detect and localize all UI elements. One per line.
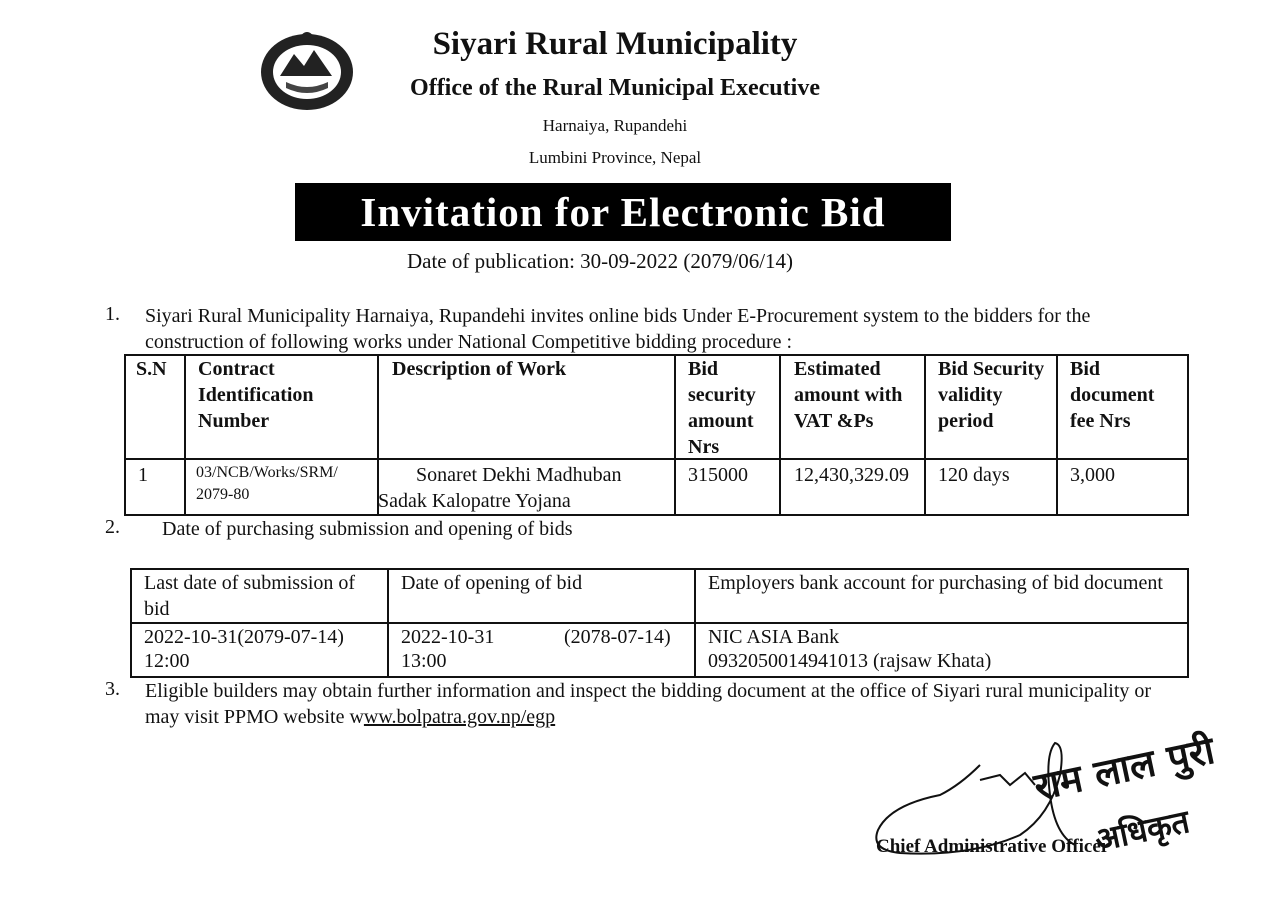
section-2-text: Date of purchasing submission and opening of bids [162,518,573,540]
stamp-name: राम लाल पुरी [1030,727,1219,810]
row-contract-id: 03/NCB/Works/SRM/ 2079-80 [196,464,338,503]
header-sn: S.N [136,358,167,380]
row-bid-security: 315000 [688,464,748,486]
row-estimated-amount: 12,430,329.09 [794,464,909,486]
header-contract-id: Contract Identification Number [198,358,314,432]
section-3-number: 3. [105,678,120,700]
header-submission-deadline: Last date of submission of bid [144,572,356,620]
header-description: Description of Work [392,358,567,380]
section-1-text: Siyari Rural Municipality Harnaiya, Rupandehi invites online bids Under E-Procurement system to the bidders for the construction of following works under National Competitive bidding procedure : [145,305,1091,353]
section-3-text [145,678,1165,730]
organization-name: Siyari Rural Municipality [432,26,798,62]
bank-name: NIC ASIA Bank [708,626,840,648]
bank-account-number: 0932050014941013 (rajsaw Khata) [708,650,992,672]
opening-time: 13:00 [401,650,447,672]
publication-date: Date of publication: 30-09-2022 (2079/06/14) [406,249,794,273]
header-validity: Bid Security validity period [938,358,1045,432]
submission-time: 12:00 [144,650,190,672]
row-description: Sonaret Dekhi Madhuban Sadak Kalopatre Yojana [378,464,622,512]
submission-date: 2022-10-31(2079-07-14) [144,626,344,648]
header-opening-date: Date of opening of bid [401,572,583,594]
opening-date-nepali: (2078-07-14) [564,626,671,648]
header-doc-fee: Bid document fee Nrs [1070,358,1155,432]
office-name: Office of the Rural Municipal Executive [410,75,820,101]
row-validity: 120 days [938,464,1010,486]
address-line-1: Harnaiya, Rupandehi [542,116,688,135]
header-bank-account: Employers bank account for purchasing of bid document [708,572,1163,594]
section-1-number: 1. [105,303,120,325]
bid-details-table [124,354,1189,516]
section-2-number: 2. [105,516,120,538]
document-title-banner: Invitation for Electronic Bid [295,183,951,241]
header-estimated-amount: Estimated amount with VAT &Ps [794,358,903,432]
address-line-2: Lumbini Province, Nepal [528,148,702,167]
bid-dates-table [130,568,1189,678]
ppmo-website-link[interactable]: ww.bolpatra.gov.np/egp [363,706,556,728]
municipality-emblem-icon [258,28,356,112]
header-bid-security: Bid security amount Nrs [688,358,756,458]
row-sn: 1 [138,464,148,486]
signatory-title: Chief Administrative Officer [876,836,1110,857]
opening-date: 2022-10-31 [401,626,495,648]
section-3-body: Eligible builders may obtain further information and inspect the bidding document at the office of Siyari rural municipality or may visit PPMO website w [145,680,1152,728]
row-doc-fee: 3,000 [1070,464,1115,486]
stamp-role: अधिकृत [1091,802,1193,860]
